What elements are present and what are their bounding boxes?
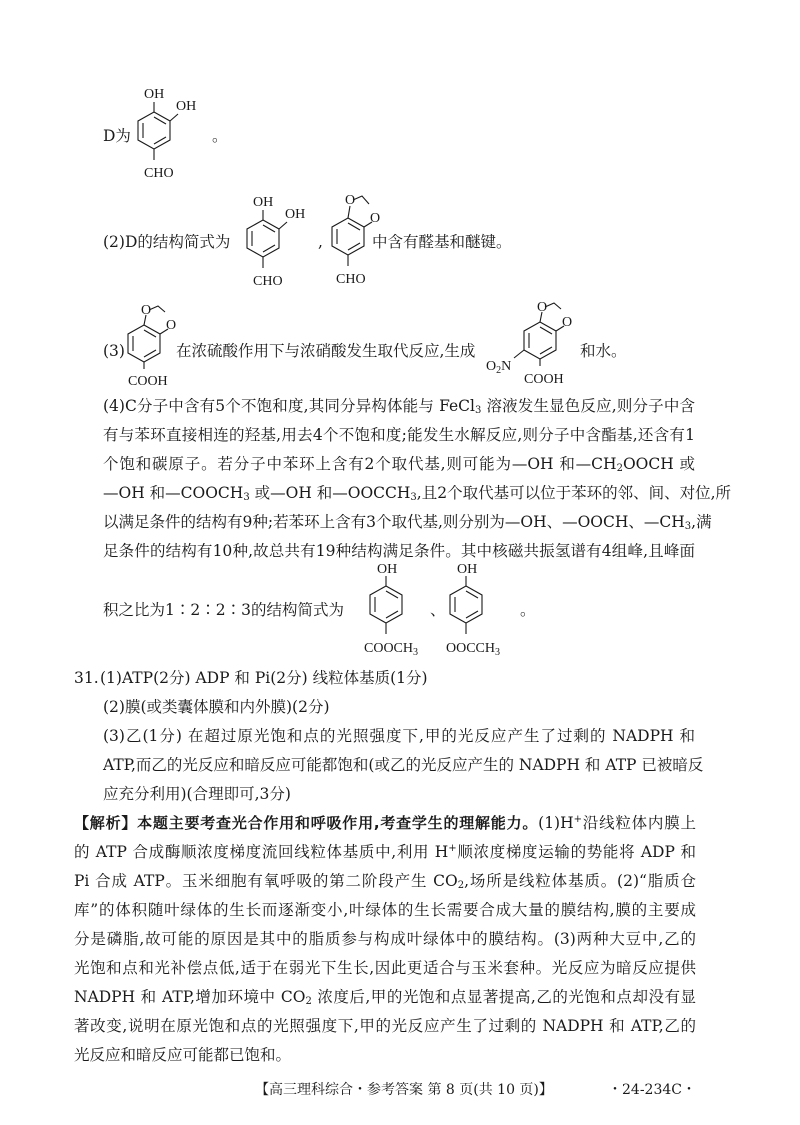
structure-nitro-piperonylic-acid [486, 300, 586, 390]
analysis-line9: 光反应和暗反应可能都已饱和。 [74, 1046, 292, 1064]
svg-text:COOH: COOH [128, 374, 168, 389]
svg-text:CHO: CHO [253, 274, 283, 289]
q31-p3-line1: (3)乙(1分) 在超过原光饱和点的光照强度下,甲的光反应产生了过剩的 NADPH 和 [103, 727, 695, 745]
analysis-line5: 分是磷脂,故可能的原因是其中的脂质参与构成叶绿体中的膜结构。(3)两种大豆中,乙的 [74, 930, 697, 948]
p2-prefix: (2)D的结构简式为 [103, 233, 231, 251]
structure-d-dihydroxybenzaldehyde [132, 84, 212, 194]
svg-text:O: O [166, 318, 177, 333]
svg-text:OOCCH3: $OOCCH_3$ [446, 641, 501, 658]
structure-4-hydroxyphenyl-acetate [440, 560, 520, 665]
p3-prefix: (3) [103, 342, 125, 360]
footer-code: ・24-234C・ [608, 1082, 696, 1098]
analysis-line6: 光饱和点和光补偿点低,适于在弱光下生长,因此更适合与玉米套种。光反应为暗反应提供 [74, 959, 696, 977]
analysis-line2: 的 ATP 合成酶顺浓度梯度流回线粒体基质中,利用 H+顺浓度梯度运输的势能将 ADP 和 [74, 843, 696, 861]
structure-piperonylic-acid [122, 305, 182, 390]
analysis-line4: 库”的体积随叶绿体的生长而逐渐变小,叶绿体的生长需要合成大量的膜结构,膜的主要成 [74, 901, 696, 919]
structure-methyl-4-hydroxybenzoate [360, 560, 440, 665]
q31-p2: (2)膜(或类囊体膜和内外膜)(2分) [103, 698, 330, 716]
svg-text:OH: OH [253, 195, 274, 210]
structure-d-catechol [241, 192, 321, 302]
p4-line6: 足条件的结构有10种,故总共有19种结构满足条件。其中核磁共振氢谱有4组峰,且峰面 [103, 542, 695, 560]
analysis-line7: NADPH 和 ATP,增加环境中 $CO_2$ 浓度后,甲的光饱和点显著提高,乙的光饱和点却没有显 [74, 988, 696, 1007]
p4-line2: 有与苯环直接相连的羟基,用去4个不饱和度;能发生水解反应,则分子中含酯基,还含有1 [103, 426, 695, 444]
p4-line7-prefix: 积之比为1∶2∶2∶3的结构简式为 [103, 601, 344, 619]
svg-text:O: O [370, 211, 381, 226]
svg-text:CHO: CHO [336, 272, 366, 287]
svg-text:COOH: COOH [524, 372, 564, 387]
q31-p3-line2: ATP,而乙的光反应和暗反应可能都饱和(或乙的光反应产生的 NADPH 和 ATP 已被暗反 [103, 756, 704, 774]
svg-text:O: O [562, 315, 573, 330]
p4-line7-sep: 、 [430, 601, 446, 619]
svg-text:OH: OH [285, 207, 306, 222]
d-intro: D为 [103, 127, 131, 145]
p4-line7-end: 。 [520, 601, 536, 619]
analysis-label: 【解析】本题主要考查光合作用和呼吸作用,考查学生的理解能力。 [74, 814, 539, 832]
p4-line4: —OH 和$—COOCH_3$ 或—OH 和$—OOCCH_3$,且2个取代基可以位于苯环的邻、间、对位,所 [103, 484, 732, 503]
oh-label: OH [144, 87, 165, 102]
svg-text:O: O [141, 303, 152, 318]
p2-sep: , [318, 233, 323, 251]
analysis-line3: Pi 合成 ATP。玉米细胞有氧呼吸的第二阶段产生 $CO_2$,场所是线粒体基质。(2)“脂质仓 [74, 872, 696, 891]
footer-page-info: 【高三理科综合・参考答案 第 8 页(共 10 页)】 [255, 1082, 553, 1098]
analysis-line8: 著改变,说明在原光饱和点的光照强度下,甲的光反应产生了过剩的 NADPH 和 ATP,乙的 [74, 1017, 696, 1035]
svg-text:O2N: $O_2N$ [486, 359, 512, 376]
svg-text:OH: OH [457, 562, 478, 577]
d-end: 。 [212, 127, 228, 145]
p4-line1: (4)C分子中含有5个不饱和度,其同分异构体能与 FeCl$_3$ 溶液发生显色反应,则分子中含 [103, 397, 695, 416]
svg-text:OH: OH [377, 562, 398, 577]
svg-text:O: O [345, 193, 356, 208]
q31-p3-line3: 应充分利用)(合理即可,3分) [103, 785, 291, 803]
p4-line3: 个饱和碳原子。若分子中苯环上含有2个取代基,则可能为—OH 和$—CH_2OOCH$ 或 [103, 455, 696, 474]
p3-suffix: 和水。 [580, 342, 627, 360]
svg-text:O: O [537, 300, 548, 315]
oh-label: OH [176, 99, 197, 114]
svg-text:COOCH3: $COOCH_3$ [364, 641, 419, 658]
q31-p1: (1)ATP(2分) ADP 和 Pi(2分) 线粒体基质(1分) [100, 669, 428, 687]
analysis-line1: 【解析】本题主要考查光合作用和呼吸作用,考查学生的理解能力。(1)H+沿线粒体内膜上 [74, 814, 696, 832]
q31-number: 31. [74, 669, 99, 687]
cho-label: CHO [144, 166, 174, 181]
p4-line5: 以满足条件的结构有9种;若苯环上含有3个取代基,则分别为—OH、—OOCH、$—CH_3$,满 [103, 513, 712, 532]
p2-suffix: 中含有醛基和醚键。 [372, 233, 512, 251]
p3-mid: 在浓硫酸作用下与浓硝酸发生取代反应,生成 [176, 342, 476, 360]
